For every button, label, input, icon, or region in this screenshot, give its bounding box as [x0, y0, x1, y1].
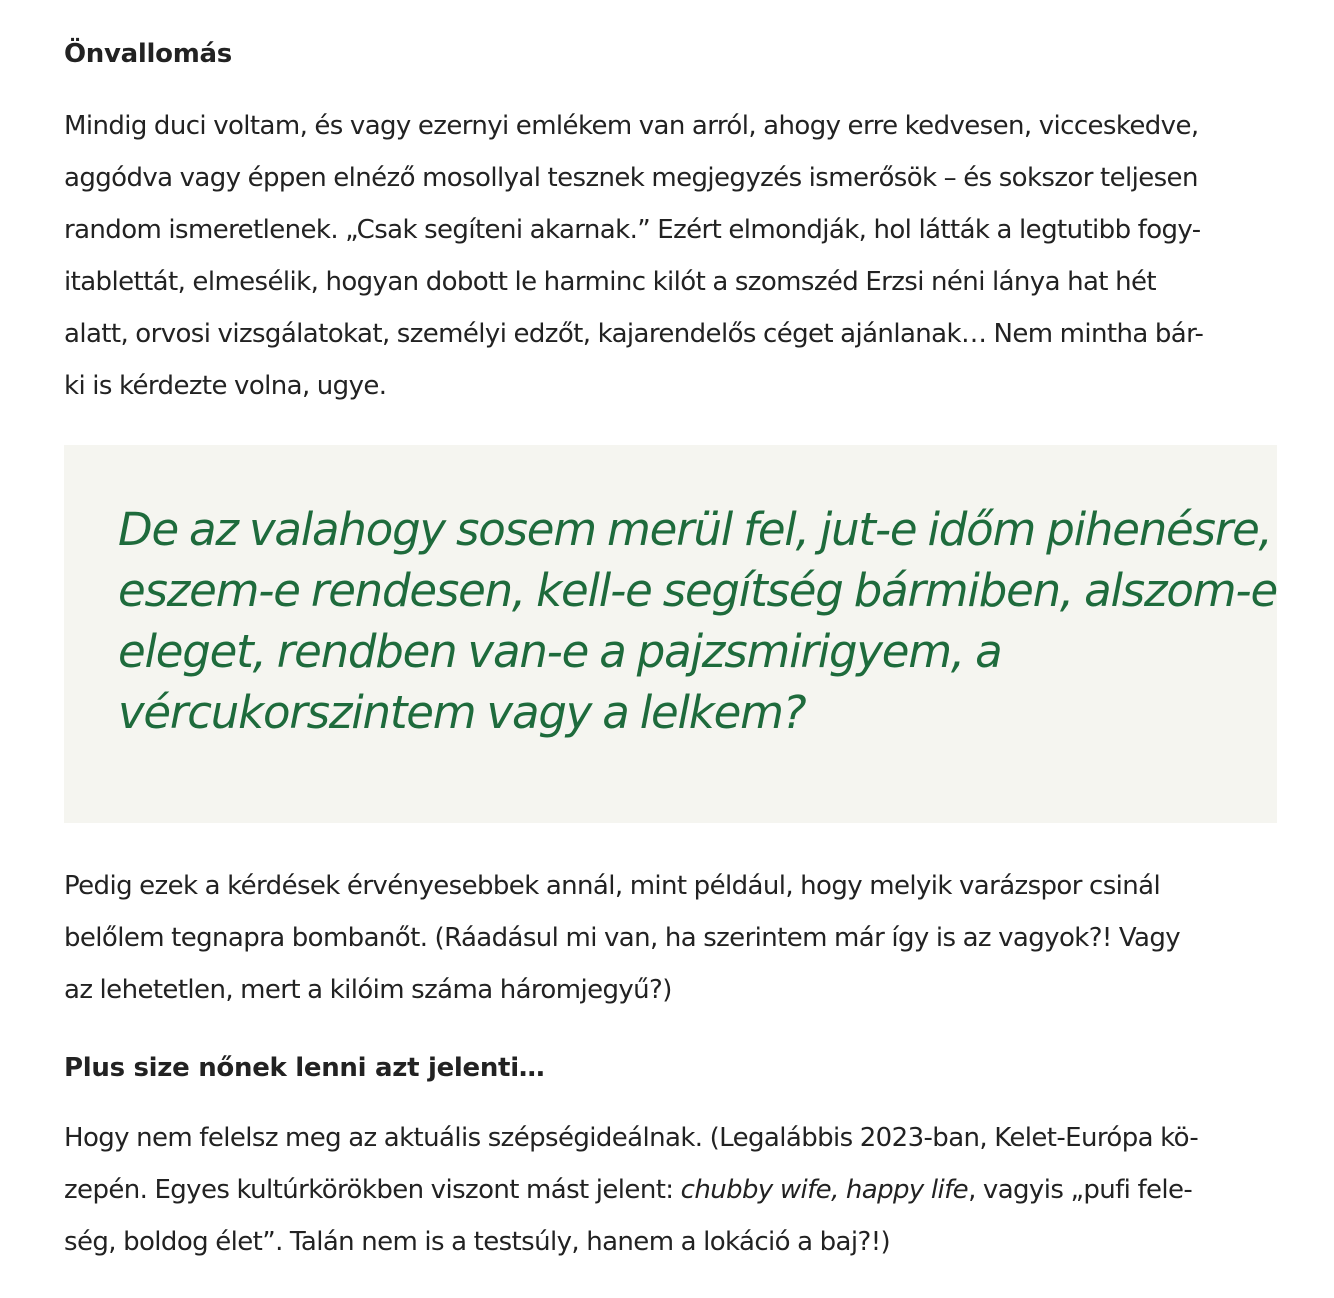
paragraph-line: belőlem tegnapra bombanőt. (Ráadásul mi van, ha szerintem már így is az vagyok?! Vagy: [64, 923, 1181, 953]
section-heading-onvallomas: Önvallomás: [64, 39, 232, 69]
paragraph-line: alatt, orvosi vizsgálatokat, személyi edzőt, kajarendelős céget ajánlanak… Nem mintha bár-: [64, 319, 1204, 349]
pull-quote-text: [118, 499, 1277, 743]
emphasis-phrase: chubby wife, happy life: [680, 1175, 969, 1205]
paragraph-intro: [64, 100, 1203, 412]
paragraph-line: ség, boldog élet”. Talán nem is a testsúly, hanem a lokáció a baj?!): [64, 1227, 891, 1257]
paragraph-line: aggódva vagy éppen elnéző mosollyal tesznek megjegyzés ismerősök – és sokszor teljesen: [64, 163, 1198, 193]
paragraph-line: itablettát, elmesélik, hogyan dobott le harminc kilót a szomszéd Erzsi néni lánya hat hét: [64, 267, 1156, 297]
quote-line: eleget, rendben van-e a pajzsmirigyem, a: [118, 625, 1002, 678]
quote-line: eszem-e rendesen, kell-e segítség bármiben, alszom-e: [118, 564, 1277, 617]
paragraph-line: az lehetetlen, mert a kilóim száma háromjegyű?): [64, 975, 672, 1005]
paragraph-line: Mindig duci voltam, és vagy ezernyi emlékem van arról, ahogy erre kedvesen, vicceskedve,: [64, 111, 1199, 141]
paragraph-line: random ismeretlenek. „Csak segíteni akarnak.” Ezért elmondják, hol látták a legtutibb fogy-: [64, 215, 1201, 245]
quote-line: vércukorszintem vagy a lelkem?: [118, 686, 806, 739]
paragraph-beauty-ideal: [64, 1112, 1198, 1268]
line-text: , vagyis „pufi fele-: [968, 1175, 1193, 1205]
paragraph-line: Hogy nem felelsz meg az aktuális szépségideálnak. (Legalábbis 2023-ban, Kelet-Európa kö-: [64, 1123, 1199, 1153]
paragraph-questions: [64, 860, 1180, 1016]
paragraph-line: ki is kérdezte volna, ugye.: [64, 371, 387, 401]
section-heading-plus-size: Plus size nőnek lenni azt jelenti…: [64, 1053, 545, 1083]
line-text: zepén. Egyes kultúrkörökben viszont mást jelent:: [64, 1175, 681, 1205]
pull-quote-box: [64, 445, 1277, 823]
quote-line: De az valahogy sosem merül fel, jut-e időm pihenésre,: [118, 503, 1272, 556]
paragraph-line: Pedig ezek a kérdések érvényesebbek annál, mint például, hogy melyik varázspor csinál: [64, 871, 1161, 901]
paragraph-line: [64, 1164, 1198, 1216]
